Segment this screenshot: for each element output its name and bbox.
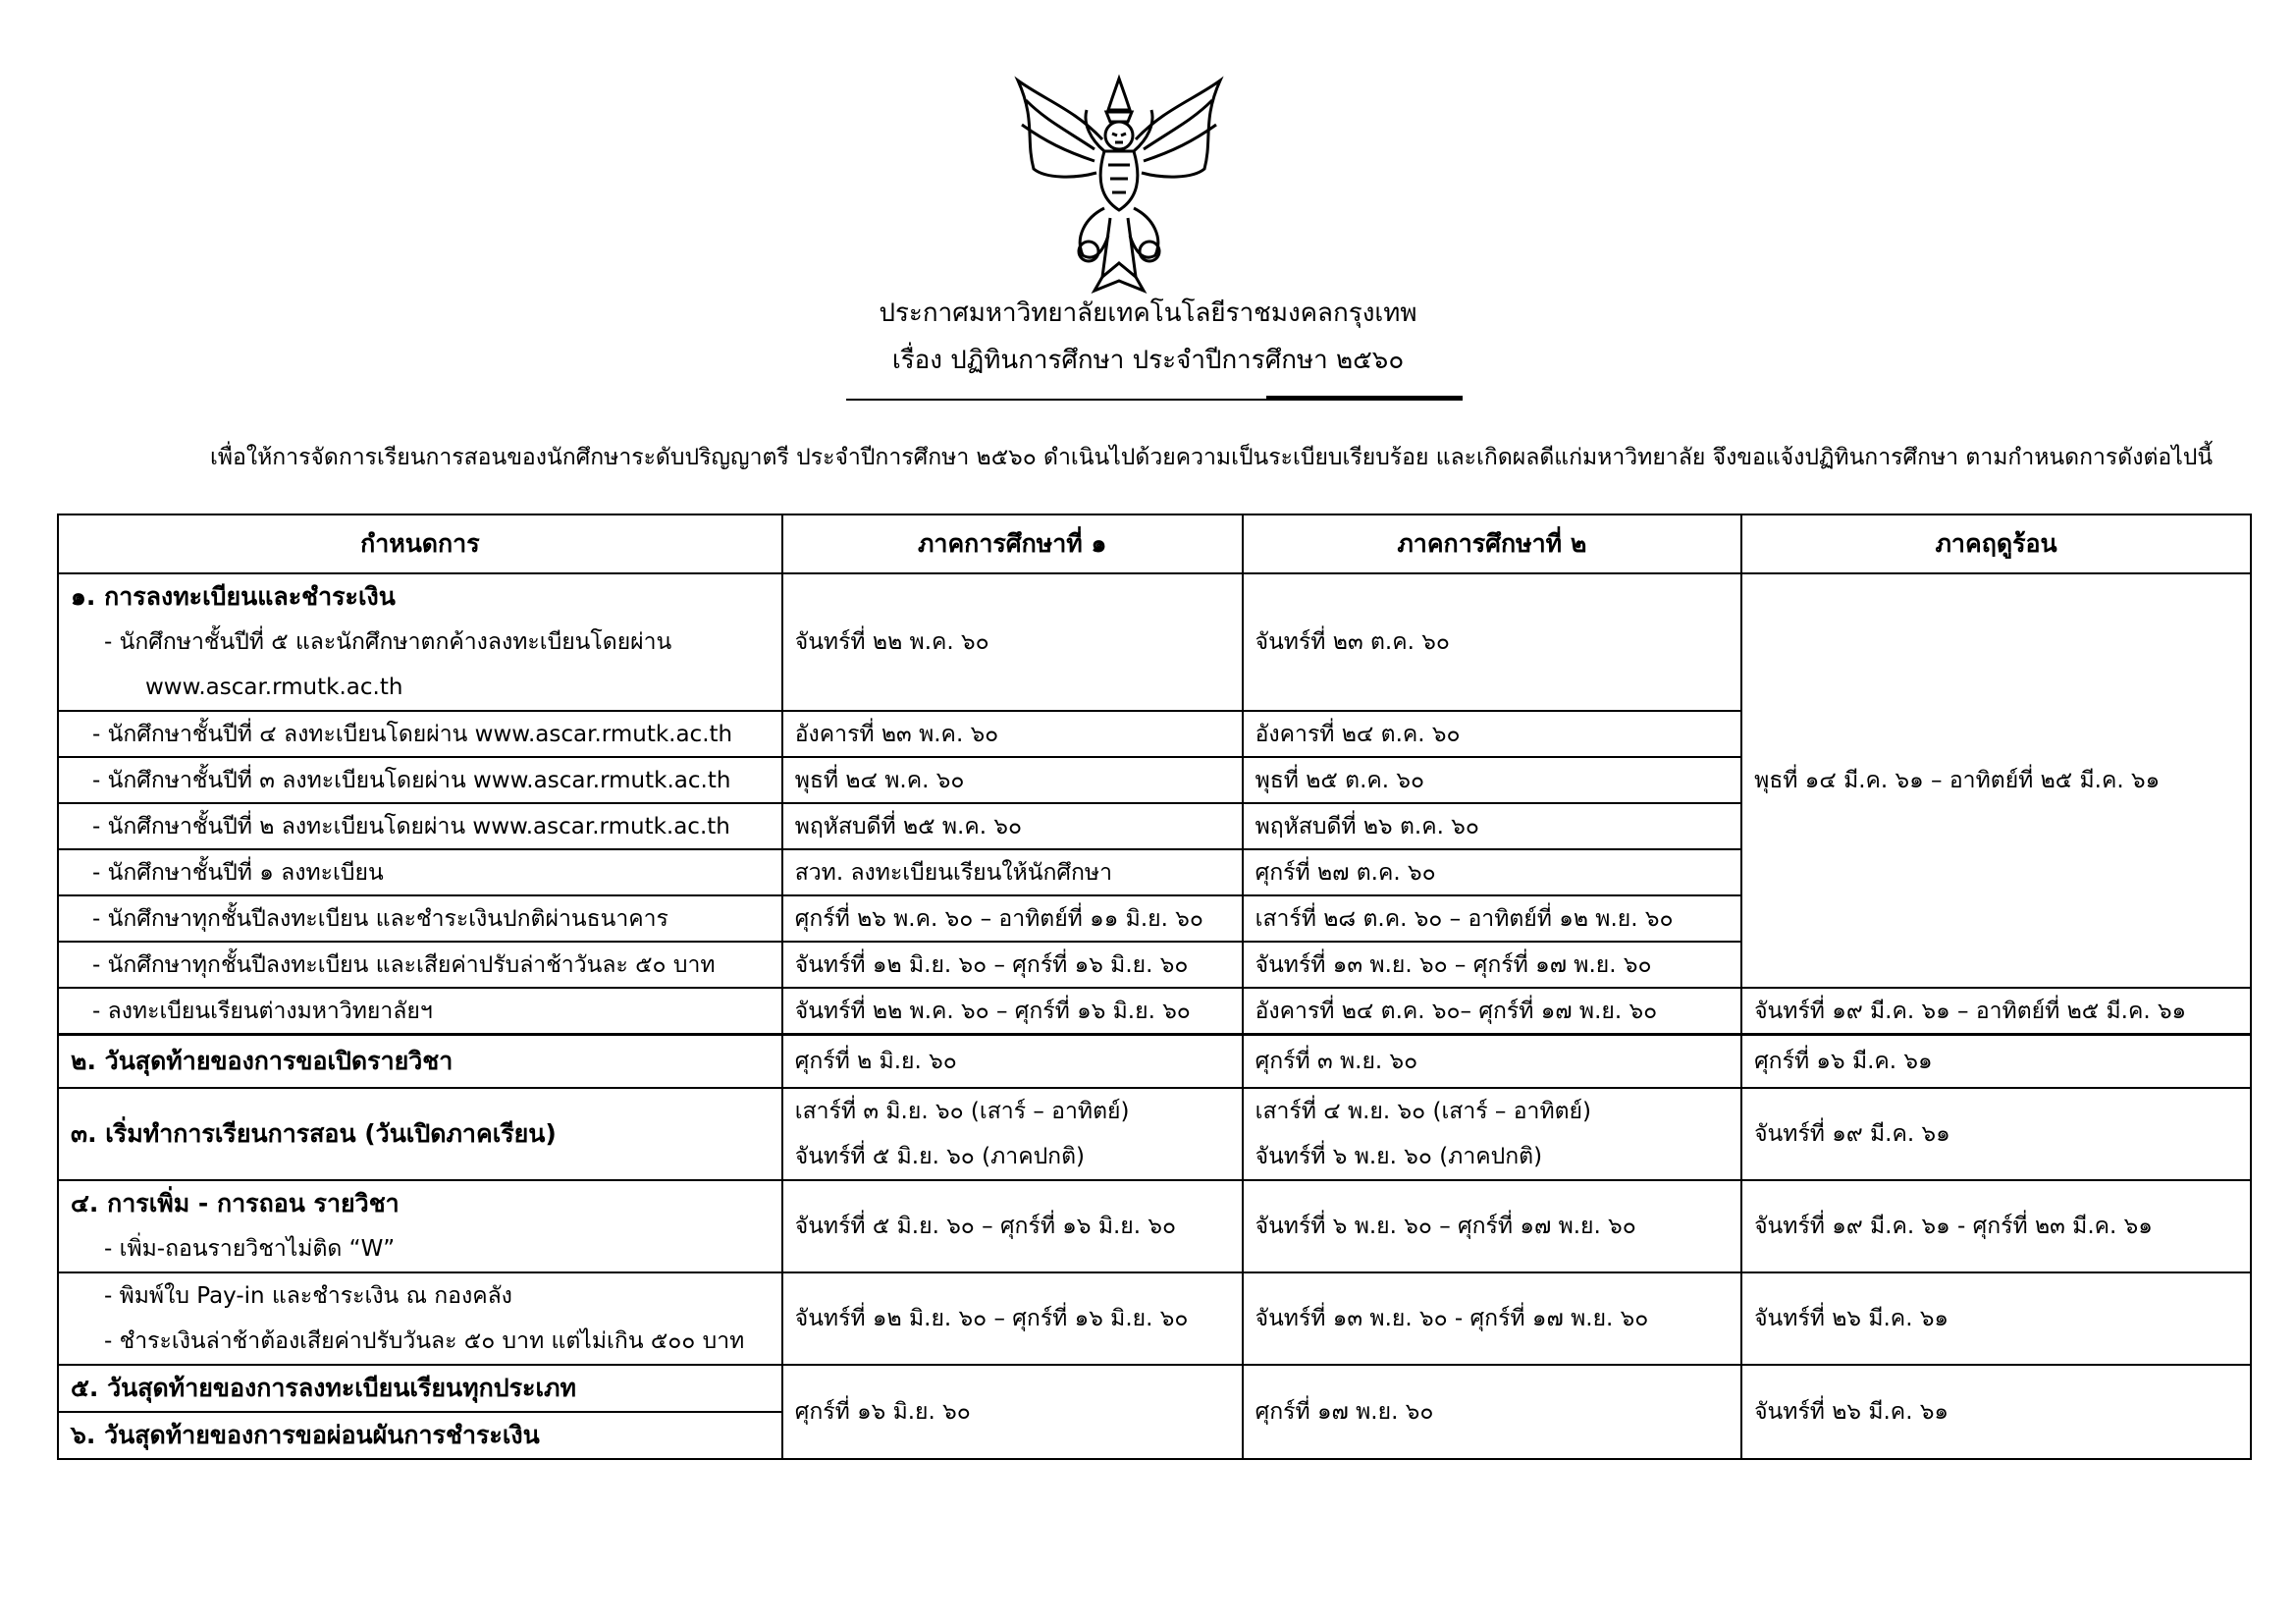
row-label: - ชำระเงินล่าช้าต้องเสียค่าปรับวันละ ๕๐ บาท แต่ไม่เกิน ๕๐๐ บาท <box>104 1328 745 1354</box>
cell-s1: พุธที่ ๒๔ พ.ค. ๖๐ <box>782 757 1243 803</box>
cell-s1: ศุกร์ที่ ๒ มิ.ย. ๖๐ <box>782 1035 1243 1089</box>
cell-s2: พุธที่ ๒๕ ต.ค. ๖๐ <box>1243 757 1741 803</box>
section-4-label <box>58 1180 782 1272</box>
row-label: - ลงทะเบียนเรียนต่างมหาวิทยาลัยฯ <box>58 988 782 1035</box>
section-5-label: ๕. วันสุดท้ายของการลงทะเบียนเรียนทุกประเภท <box>59 1366 781 1413</box>
cell-s2: ศุกร์ที่ ๒๗ ต.ค. ๖๐ <box>1243 849 1741 895</box>
cell-summer: จันทร์ที่ ๒๖ มี.ค. ๖๑ <box>1741 1365 2251 1459</box>
table-row <box>58 1088 2251 1180</box>
cell-s1: ศุกร์ที่ ๒๖ พ.ค. ๖๐ – อาทิตย์ที่ ๑๑ มิ.ย. ๖๐ <box>782 895 1243 942</box>
row-label: - พิมพ์ใบ Pay-in และชำระเงิน ณ กองคลัง <box>104 1283 512 1309</box>
cell-s1: จันทร์ที่ ๕ มิ.ย. ๖๐ – ศุกร์ที่ ๑๖ มิ.ย. ๖๐ <box>782 1180 1243 1272</box>
table-row <box>58 1272 2251 1365</box>
cell-summer: จันทร์ที่ ๑๙ มี.ค. ๖๑ - ศุกร์ที่ ๒๓ มี.ค. ๖๑ <box>1741 1180 2251 1272</box>
row-label: - เพิ่ม-ถอนรายวิชาไม่ติด “W” <box>104 1236 396 1262</box>
row-label: - นักศึกษาชั้นปีที่ ๓ ลงทะเบียนโดยผ่าน www.ascar.rmutk.ac.th <box>58 757 782 803</box>
cell-s1: จันทร์ที่ ๒๒ พ.ค. ๖๐ – ศุกร์ที่ ๑๖ มิ.ย. ๖๐ <box>782 988 1243 1035</box>
cell-s1 <box>782 1088 1243 1180</box>
cell-s2: เสาร์ที่ ๒๘ ต.ค. ๖๐ – อาทิตย์ที่ ๑๒ พ.ย. ๖๐ <box>1243 895 1741 942</box>
intro-paragraph: เพื่อให้การจัดการเรียนการสอนของนักศึกษาระดับปริญญาตรี ประจำปีการศึกษา ๒๕๖๐ ดำเนินไปด้วยความเป็นระเบียบเรียบร้อย และเกิดผลดีแก่มหาวิทยาลัย จึงขอแจ้งปฏิทินการศึกษา ตามกำหนดการดังต่อไปนี้ <box>210 445 2214 470</box>
cell-s2: จันทร์ที่ ๑๓ พ.ย. ๖๐ - ศุกร์ที่ ๑๗ พ.ย. ๖๐ <box>1243 1272 1741 1365</box>
table-row <box>58 1035 2251 1089</box>
cell-summer: จันทร์ที่ ๒๖ มี.ค. ๖๑ <box>1741 1272 2251 1365</box>
cell-s1: จันทร์ที่ ๒๒ พ.ค. ๖๐ <box>782 573 1243 711</box>
cell-s1: สวท. ลงทะเบียนเรียนให้นักศึกษา <box>782 849 1243 895</box>
table-row <box>58 988 2251 1035</box>
section-2-label: ๒. วันสุดท้ายของการขอเปิดรายวิชา <box>58 1035 782 1089</box>
row-label: - นักศึกษาชั้นปีที่ ๒ ลงทะเบียนโดยผ่าน www.ascar.rmutk.ac.th <box>58 803 782 849</box>
cell-s2-line1: เสาร์ที่ ๔ พ.ย. ๖๐ (เสาร์ – อาทิตย์) <box>1255 1099 1592 1124</box>
table-row <box>58 1180 2251 1272</box>
cell-s1: จันทร์ที่ ๑๒ มิ.ย. ๖๐ – ศุกร์ที่ ๑๖ มิ.ย. ๖๐ <box>782 1272 1243 1365</box>
cell-s2: จันทร์ที่ ๒๓ ต.ค. ๖๐ <box>1243 573 1741 711</box>
section-1-heading <box>58 573 782 711</box>
section-3-label: ๓. เริ่มทำการเรียนการสอน (วันเปิดภาคเรียน) <box>58 1088 782 1180</box>
row-label: - นักศึกษาชั้นปีที่ ๕ และนักศึกษาตกค้างลงทะเบียนโดยผ่าน <box>104 629 672 655</box>
row-label: - นักศึกษาทุกชั้นปีลงทะเบียน และชำระเงินปกติผ่านธนาคาร <box>58 895 782 942</box>
cell-s1-line1: เสาร์ที่ ๓ มิ.ย. ๖๐ (เสาร์ – อาทิตย์) <box>794 1099 1130 1124</box>
cell-s1: อังคารที่ ๒๓ พ.ค. ๖๐ <box>782 711 1243 757</box>
table-header-row <box>58 514 2251 573</box>
payin-label <box>58 1272 782 1365</box>
cell-s2: อังคารที่ ๒๔ ต.ค. ๖๐– ศุกร์ที่ ๑๗ พ.ย. ๖๐ <box>1243 988 1741 1035</box>
header-summer: ภาคฤดูร้อน <box>1741 514 2251 573</box>
table-row <box>58 573 2251 711</box>
cell-s2 <box>1243 1088 1741 1180</box>
header-semester-2: ภาคการศึกษาที่ ๒ <box>1243 514 1741 573</box>
title-underline-accent <box>1266 396 1463 401</box>
cell-summer: จันทร์ที่ ๑๙ มี.ค. ๖๑ <box>1741 1088 2251 1180</box>
row-label-url: www.ascar.rmutk.ac.th <box>145 675 403 700</box>
row-label: - นักศึกษาชั้นปีที่ ๔ ลงทะเบียนโดยผ่าน www.ascar.rmutk.ac.th <box>58 711 782 757</box>
cell-s2: จันทร์ที่ ๖ พ.ย. ๖๐ – ศุกร์ที่ ๑๗ พ.ย. ๖๐ <box>1243 1180 1741 1272</box>
academic-calendar-table <box>57 514 2252 1460</box>
announcement-subject: เรื่อง ปฏิทินการศึกษา ประจำปีการศึกษา ๒๕๖๐ <box>891 346 1405 375</box>
cell-s2-line2: จันทร์ที่ ๖ พ.ย. ๖๐ (ภาคปกติ) <box>1255 1144 1543 1169</box>
header-semester-1: ภาคการศึกษาที่ ๑ <box>782 514 1243 573</box>
cell-s1: จันทร์ที่ ๑๒ มิ.ย. ๖๐ – ศุกร์ที่ ๑๖ มิ.ย. ๖๐ <box>782 942 1243 988</box>
row-label: - นักศึกษาชั้นปีที่ ๑ ลงทะเบียน <box>58 849 782 895</box>
table-row <box>58 1365 2251 1459</box>
cell-summer: ศุกร์ที่ ๑๖ มี.ค. ๖๑ <box>1741 1035 2251 1089</box>
cell-s2: ศุกร์ที่ ๑๗ พ.ย. ๖๐ <box>1243 1365 1741 1459</box>
cell-s2: ศุกร์ที่ ๓ พ.ย. ๖๐ <box>1243 1035 1741 1089</box>
announcement-title: ประกาศมหาวิทยาลัยเทคโนโลยีราชมงคลกรุงเทพ <box>879 298 1417 328</box>
row-label: - นักศึกษาทุกชั้นปีลงทะเบียน และเสียค่าปรับล่าช้าวันละ ๕๐ บาท <box>58 942 782 988</box>
cell-summer-registration: พุธที่ ๑๔ มี.ค. ๖๑ – อาทิตย์ที่ ๒๕ มี.ค. ๖๑ <box>1741 573 2251 988</box>
cell-s1: ศุกร์ที่ ๑๖ มิ.ย. ๖๐ <box>782 1365 1243 1459</box>
section-5-6-label <box>58 1365 782 1459</box>
cell-s2: จันทร์ที่ ๑๓ พ.ย. ๖๐ – ศุกร์ที่ ๑๗ พ.ย. ๖๐ <box>1243 942 1741 988</box>
garuda-emblem-icon <box>1006 71 1232 297</box>
cell-s1: พฤหัสบดีที่ ๒๕ พ.ค. ๖๐ <box>782 803 1243 849</box>
section-6-label: ๖. วันสุดท้ายของการขอผ่อนผันการชำระเงิน <box>71 1421 540 1449</box>
cell-s2: อังคารที่ ๒๔ ต.ค. ๖๐ <box>1243 711 1741 757</box>
cell-summer: จันทร์ที่ ๑๙ มี.ค. ๖๑ – อาทิตย์ที่ ๒๕ มี.ค. ๖๑ <box>1741 988 2251 1035</box>
header-schedule: กำหนดการ <box>58 514 782 573</box>
section-heading-text: ๔. การเพิ่ม - การถอน รายวิชา <box>71 1189 400 1217</box>
section-heading-text: ๑. การลงทะเบียนและชำระเงิน <box>71 582 396 611</box>
cell-s1-line2: จันทร์ที่ ๕ มิ.ย. ๖๐ (ภาคปกติ) <box>794 1144 1086 1169</box>
cell-s2: พฤหัสบดีที่ ๒๖ ต.ค. ๖๐ <box>1243 803 1741 849</box>
